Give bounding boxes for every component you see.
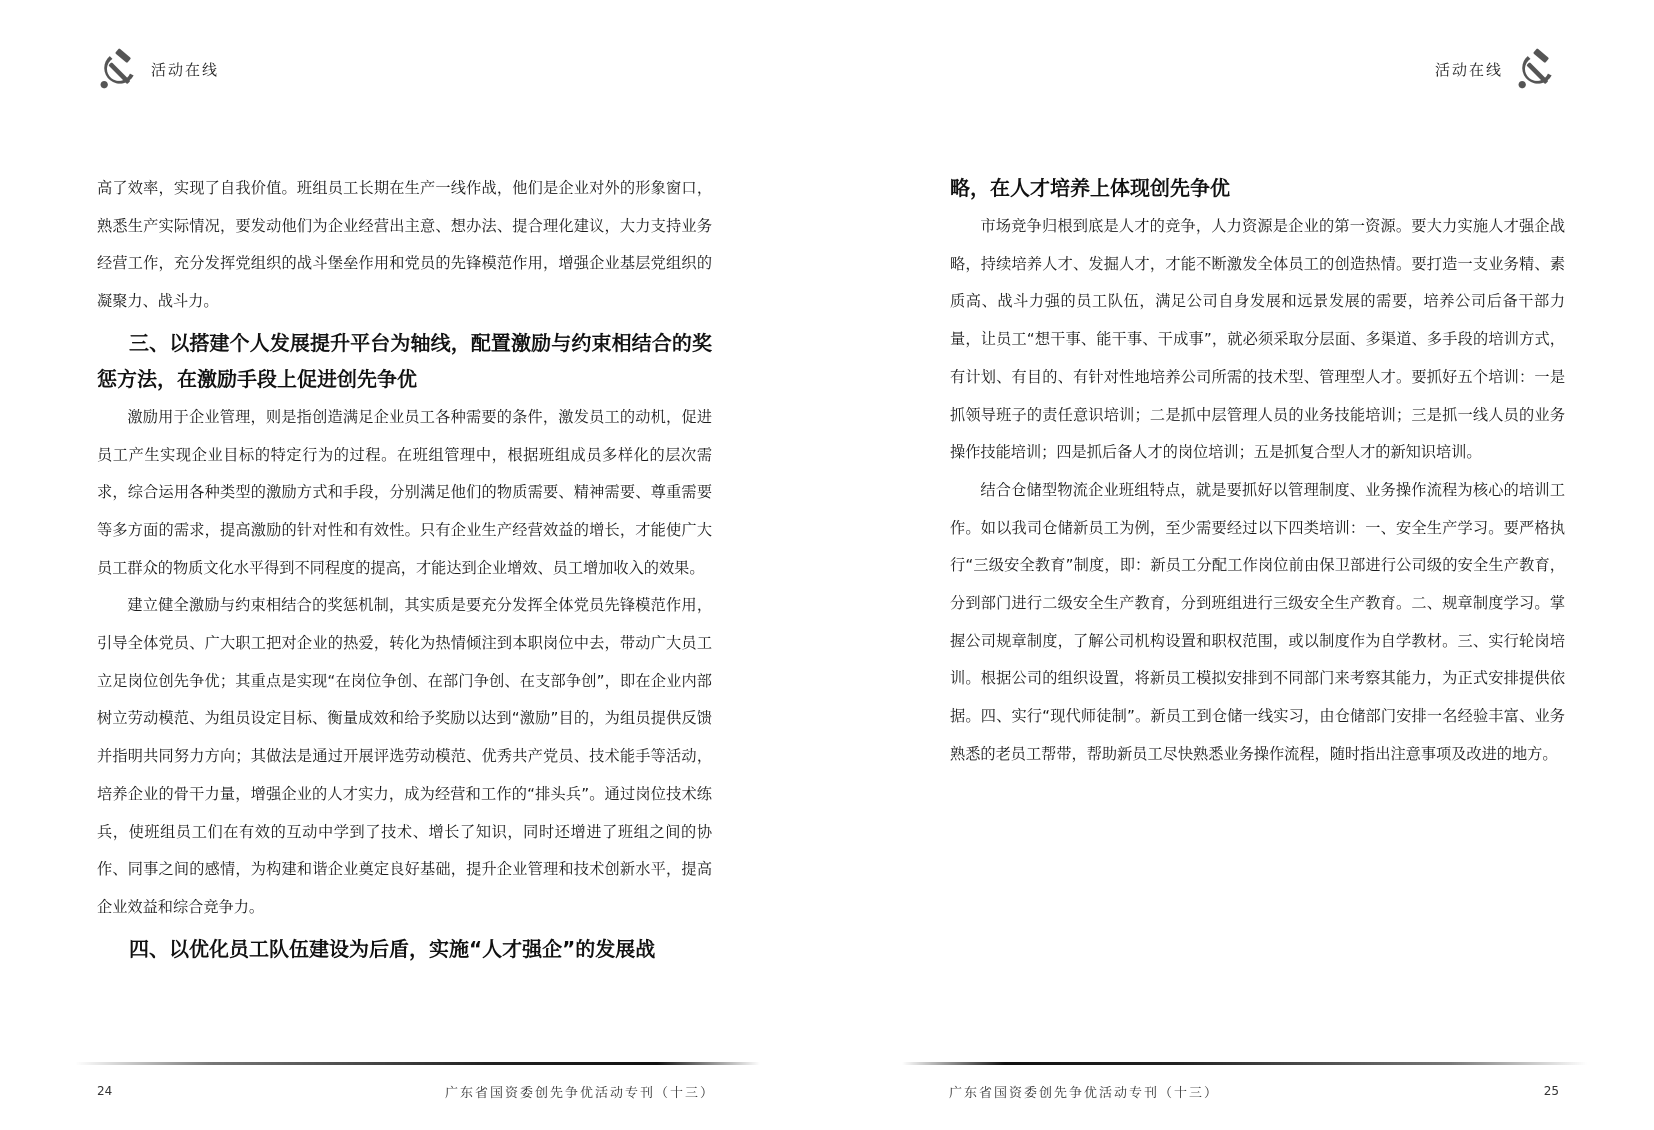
footer-divider [75,1062,760,1065]
body-paragraph: 高了效率，实现了自我价值。班组员工长期在生产一线作战，他们是企业对外的形象窗口，熟悉生产实际情况，要发动他们为企业经营出主意、想办法、提合理化建议，大力支持业务经营工作，充分发挥党组织的战斗堡垒作用和党员的先锋模范作用，增强企业基层党组织的凝聚力、战斗力。 [97,179,712,311]
section-heading: 略，在人才培养上体现创先争优 [950,176,1230,200]
hammer-sickle-icon [1513,46,1559,92]
page-number: 25 [1543,1084,1559,1098]
page-header [95,44,219,94]
article-body [97,170,712,969]
section-title: 活动在线 [1434,60,1503,79]
section-title: 活动在线 [151,60,220,79]
section-heading: 三、以搭建个人发展提升平台为轴线，配置激励与约束相结合的奖惩方法，在激励手段上促进创先争优 [97,330,712,391]
body-paragraph: 建立健全激励与约束相结合的奖惩机制，其实质是要充分发挥全体党员先锋模范作用，引导全体党员、广大职工把对企业的热爱，转化为热情倾注到本职岗位中去，带动广大员工立足岗位创先争优；其重点是实现“在岗位争创、在部门争创、在支部争创”，即在企业内部树立劳动模范、为组员设定目标、衡量成效和给予奖励以达到“激励”目的，为组员提供反馈并指明共同努力方向；其做法是通过开展评选劳动模范、优秀共产党员、技术能手等活动，培养企业的骨干力量，增强企业的人才实力，成为经营和工作的“排头兵”。通过岗位技术练兵，使班组员工们在有效的互动中学到了技术、增长了知识，同时还增进了班组之间的协作、同事之间的感情，为构建和谐企业奠定良好基础，提升企业管理和技术创新水平，提高企业效益和综合竞争力。 [97,596,712,916]
right-page [827,0,1654,1130]
hammer-sickle-icon [95,46,141,92]
article-body [950,170,1565,774]
publication-title: 广东省国资委创先争优活动专刊（十三） [949,1086,1220,1101]
page-header [1435,44,1559,94]
publication-title: 广东省国资委创先争优活动专刊（十三） [444,1086,715,1101]
body-paragraph: 市场竞争归根到底是人才的竞争，人力资源是企业的第一资源。要大力实施人才强企战略，持续培养人才、发掘人才，才能不断激发全体员工的创造热情。要打造一支业务精、素质高、战斗力强的员工队伍，满足公司自身发展和远景发展的需要，培养公司后备干部力量，让员工“想干事、能干事、干成事”，就必须采取分层面、多渠道、多手段的培训方式，有计划、有目的、有针对性地培养公司所需的技术型、管理型人才。要抓好五个培训：一是抓领导班子的责任意识培训；二是抓中层管理人员的业务技能培训；三是抓一线人员的业务操作技能培训；四是抓后备人才的岗位培训；五是抓复合型人才的新知识培训。 [950,217,1565,462]
footer-divider [902,1062,1587,1065]
page-number: 24 [97,1084,113,1098]
body-paragraph: 激励用于企业管理，则是指创造满足企业员工各种需要的条件，激发员工的动机，促进员工产生实现企业目标的特定行为的过程。在班组管理中，根据班组成员多样化的层次需求，综合运用各种类型的激励方式和手段，分别满足他们的物质需要、精神需要、尊重需要等多方面的需求，提高激励的针对性和有效性。只有企业生产经营效益的增长，才能使广大员工群众的物质文化水平得到不同程度的提高，才能达到企业增效、员工增加收入的效果。 [97,407,712,577]
body-paragraph: 结合仓储型物流企业班组特点，就是要抓好以管理制度、业务操作流程为核心的培训工作。如以我司仓储新员工为例，至少需要经过以下四类培训：一、安全生产学习。要严格执行“三级安全教育”制度，即：新员工分配工作岗位前由保卫部进行公司级的安全生产教育，分到部门进行二级安全生产教育，分到班组进行三级安全生产教育。二、规章制度学习。掌握公司规章制度，了解公司机构设置和职权范围，或以制度作为自学教材。三、实行轮岗培训。根据公司的组织设置，将新员工模拟安排到不同部门来考察其能力，为正式安排提供依据。四、实行“现代师徒制”。新员工到仓储一线实习，由仓储部门安排一名经验丰富、业务熟悉的老员工帮带，帮助新员工尽快熟悉业务操作流程，随时指出注意事项及改进的地方。 [950,480,1565,763]
section-heading: 四、以优化员工队伍建设为后盾，实施“人才强企”的发展战 [129,936,656,961]
